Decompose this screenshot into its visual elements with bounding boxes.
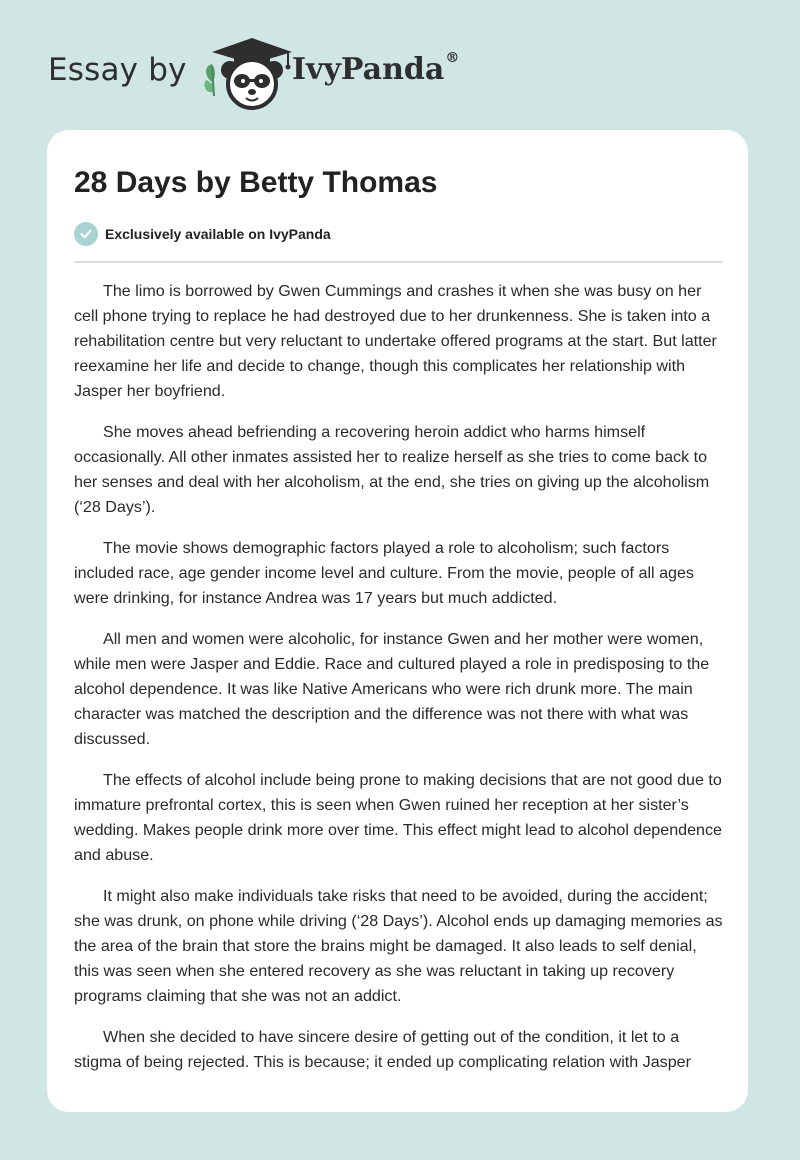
exclusive-badge — [74, 222, 331, 246]
site-header — [48, 36, 748, 116]
paragraph: The effects of alcohol include being prone to making decisions that are not good due to immature prefrontal cortex, this is seen when Gwen ruined her reception at her sister’s wedding. Makes people drink more over time. This effect might lead to alcohol dependence and abuse. — [74, 771, 723, 864]
check-icon — [74, 222, 98, 246]
panda-logo-icon[interactable] — [200, 36, 300, 110]
essay-body — [74, 279, 726, 1091]
registered-mark: ® — [445, 50, 460, 66]
paragraph: All men and women were alcoholic, for instance Gwen and her mother were women, while men were Jasper and Eddie. Race and cultured played a role in predisposing to the alcohol dependence. It was like Native Americans who were rich drunk more. The main character was matched the description and the difference was not there with what was discussed. — [74, 630, 710, 748]
essay-by-label: Essay by — [48, 52, 187, 88]
title-divider — [74, 261, 723, 263]
exclusive-badge-text: Exclusively available on IvyPanda — [105, 226, 331, 242]
brand-name-text: IvyPanda — [292, 52, 445, 87]
essay-title: 28 Days by Betty Thomas — [74, 166, 438, 199]
brand-name[interactable] — [292, 52, 459, 87]
essay-card — [47, 130, 748, 1112]
paragraph: It might also make individuals take risks that need to be avoided, during the accident; she was drunk, on phone while driving (‘28 Days’). Alcohol ends up damaging memories as the area of the brain that store the brains might be damaged. It also leads to self denial, this was seen when she entered recovery as she was reluctant in taking up recovery programs claiming that she was not an addict. — [74, 887, 723, 1005]
paragraph: The movie shows demographic factors played a role to alcoholism; such factors included race, age gender income level and culture. From the movie, people of all ages were drinking, for instance Andrea was 17 years but much addicted. — [74, 539, 694, 607]
paragraph: She moves ahead befriending a recovering heroin addict who harms himself occasionally. All other inmates assisted her to realize herself as she tries to come back to her senses and deal with her alcoholism, at the end, she tries on giving up the alcoholism (‘28 Days’). — [74, 423, 710, 516]
paragraph: When she decided to have sincere desire of getting out of the condition, it let to a stigma of being rejected. This is because; it ended up complicating relation with Jasper — [74, 1028, 691, 1071]
paragraph: The limo is borrowed by Gwen Cummings and crashes it when she was busy on her cell phone trying to replace he had destroyed due to her drunkenness. She is taken into a rehabilitation centre but very reluctant to undertake offered programs at the start. But latter reexamine her life and decide to change, though this complicates her relationship with Jasper her boyfriend. — [74, 282, 717, 400]
